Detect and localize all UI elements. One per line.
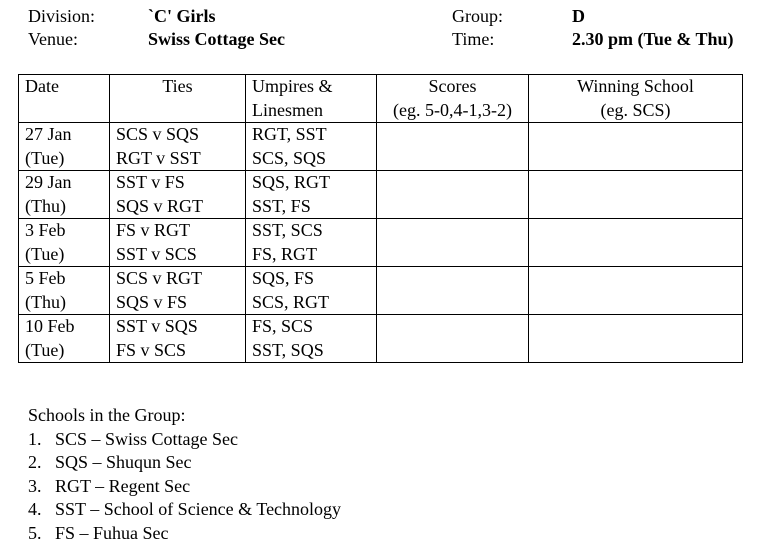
winning-school-cell	[529, 219, 743, 267]
schools-section	[28, 404, 341, 545]
school-text: FS – Fuhua Sec	[55, 522, 169, 543]
column-header-winning-school: Winning School (eg. SCS)	[529, 75, 743, 123]
school-text: SST – School of Science & Technology	[55, 499, 342, 519]
table-row	[19, 267, 743, 315]
umpires-cell: SST, SCS FS, RGT	[246, 219, 377, 267]
scores-cell	[377, 219, 529, 267]
winning-school-cell	[529, 315, 743, 363]
list-number: 4.	[28, 499, 42, 519]
winning-school-cell	[529, 123, 743, 171]
column-header-umpires: Umpires & Linesmen	[246, 75, 377, 123]
school-text: SQS – Shuqun Sec	[55, 452, 192, 472]
umpires-cell: FS, SCS SST, SQS	[246, 315, 377, 363]
date-cell: 27 Jan (Tue)	[19, 123, 110, 171]
schools-list	[28, 428, 341, 546]
ties-cell: SCS v RGT SQS v FS	[110, 267, 246, 315]
scores-cell	[377, 171, 529, 219]
time-label: Time:	[452, 29, 495, 49]
table-row	[19, 171, 743, 219]
school-text: RGT – Regent Sec	[55, 475, 191, 496]
scores-cell	[377, 315, 529, 363]
list-number: 5.	[28, 522, 42, 543]
winning-school-cell	[529, 171, 743, 219]
time-value: 2.30 pm (Tue & Thu)	[572, 29, 734, 49]
date-cell: 29 Jan (Thu)	[19, 171, 110, 219]
date-cell: 5 Feb (Thu)	[19, 267, 110, 315]
table-row	[19, 123, 743, 171]
school-text: SCS – Swiss Cottage Sec	[55, 428, 239, 449]
table-row	[19, 315, 743, 363]
winning-school-cell	[529, 267, 743, 315]
ties-cell: SCS v SQS RGT v SST	[110, 123, 246, 171]
ties-cell: SST v FS SQS v RGT	[110, 171, 246, 219]
scores-cell	[377, 267, 529, 315]
umpires-cell: RGT, SST SCS, SQS	[246, 123, 377, 171]
column-header-scores: Scores (eg. 5-0,4-1,3-2)	[377, 75, 529, 123]
date-cell: 3 Feb (Tue)	[19, 219, 110, 267]
table-header-row	[19, 75, 743, 123]
umpires-cell: SQS, FS SCS, RGT	[246, 267, 377, 315]
group-value: D	[572, 6, 585, 26]
list-item	[28, 498, 341, 522]
table-row	[19, 219, 743, 267]
venue-value: Swiss Cottage Sec	[148, 29, 285, 49]
list-item	[28, 428, 341, 452]
list-item	[28, 475, 341, 499]
list-number: 2.	[28, 452, 42, 472]
date-cell: 10 Feb (Tue)	[19, 315, 110, 363]
division-label: Division:	[28, 6, 96, 26]
list-item	[28, 522, 341, 546]
list-item	[28, 451, 341, 475]
fixtures-table	[18, 74, 743, 363]
umpires-cell: SQS, RGT SST, FS	[246, 171, 377, 219]
ties-cell: FS v RGT SST v SCS	[110, 219, 246, 267]
division-value: `C' Girls	[148, 6, 216, 26]
ties-cell: SST v SQS FS v SCS	[110, 315, 246, 363]
group-label: Group:	[452, 6, 503, 26]
column-header-ties: Ties	[110, 75, 246, 123]
scores-cell	[377, 123, 529, 171]
column-header-date: Date	[19, 75, 110, 123]
list-number: 1.	[28, 428, 42, 449]
schools-heading: Schools in the Group:	[28, 405, 186, 425]
venue-label: Venue:	[28, 29, 78, 49]
list-number: 3.	[28, 475, 42, 496]
